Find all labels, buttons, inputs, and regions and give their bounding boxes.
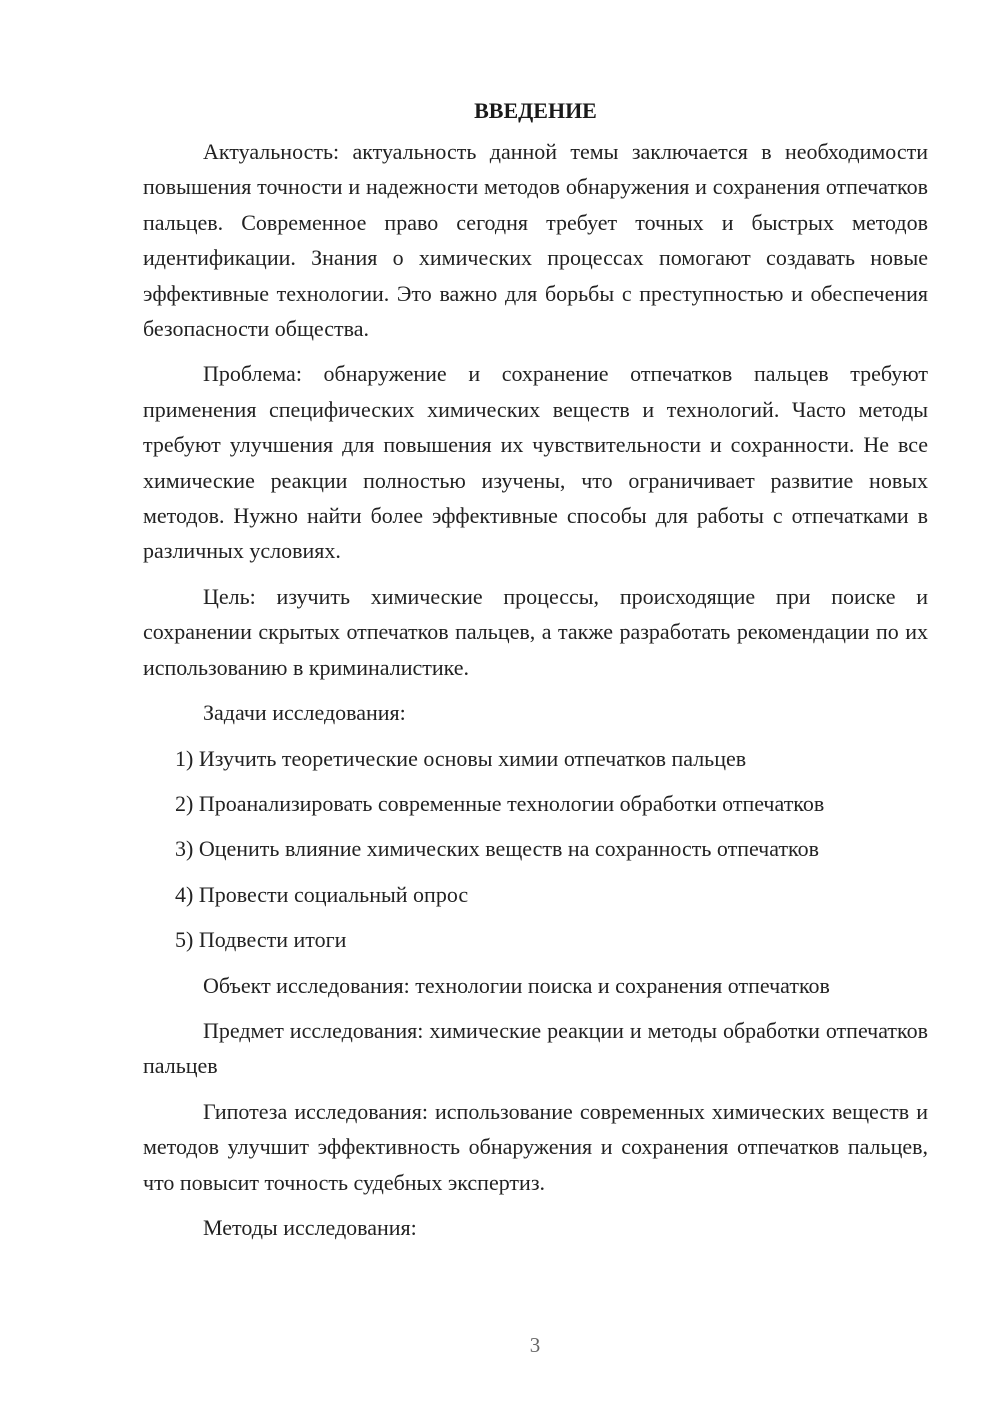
task-item-5: 5) Подвести итоги <box>175 927 347 953</box>
task-item-2: 2) Проанализировать современные технологии обработки отпечатков <box>175 790 825 816</box>
methods-heading: Методы исследования: <box>203 1214 417 1240</box>
task-item-3: 3) Оценить влияние химических веществ на сохранность отпечатков <box>175 836 820 862</box>
task-item-4: 4) Провести социальный опрос <box>175 881 469 907</box>
paragraph-relevance: Актуальность: актуальность данной темы заключается в необходимости повышения точности и надежности методов обнаружения и сохранения отпечатков пальцев. Современное право сегодня требует точных и быстрых методов идентификации. Знания о химических процессах помогают создавать новые эффективные технологии. Это важно для борьбы с преступностью и обеспечения безопасности общества. <box>143 139 928 342</box>
page-title: ВВЕДЕНИЕ <box>474 98 597 123</box>
paragraph-hypothesis: Гипотеза исследования: использование современных химических веществ и методов улучшит эффективность обнаружения и сохранения отпечатков пальцев, что повысит точность судебных экспертиз. <box>143 1098 928 1195</box>
paragraph-goal: Цель: изучить химические процессы, происходящие при поиске и сохранении скрытых отпечатков пальцев, а также разработать рекомендации по их использованию в криминалистике. <box>143 583 928 680</box>
page-number: 3 <box>529 1333 541 1357</box>
paragraph-object: Объект исследования: технологии поиска и сохранения отпечатков <box>203 972 830 998</box>
paragraph-problem: Проблема: обнаружение и сохранение отпечатков пальцев требуют применения специфических химических веществ и технологий. Часто методы требуют улучшения для повышения их чувствительности и сохранности. Не все химические реакции полностью изучены, что ограничивает развитие новых методов. Нужно найти более эффективные способы для работы с отпечатками в различных условиях. <box>143 361 928 564</box>
paragraph-subject: Предмет исследования: химические реакции и методы обработки отпечатков пальцев <box>143 1017 928 1079</box>
tasks-list <box>143 741 928 958</box>
task-item-1: 1) Изучить теоретические основы химии отпечатков пальцев <box>175 745 747 771</box>
tasks-heading: Задачи исследования: <box>203 700 406 726</box>
